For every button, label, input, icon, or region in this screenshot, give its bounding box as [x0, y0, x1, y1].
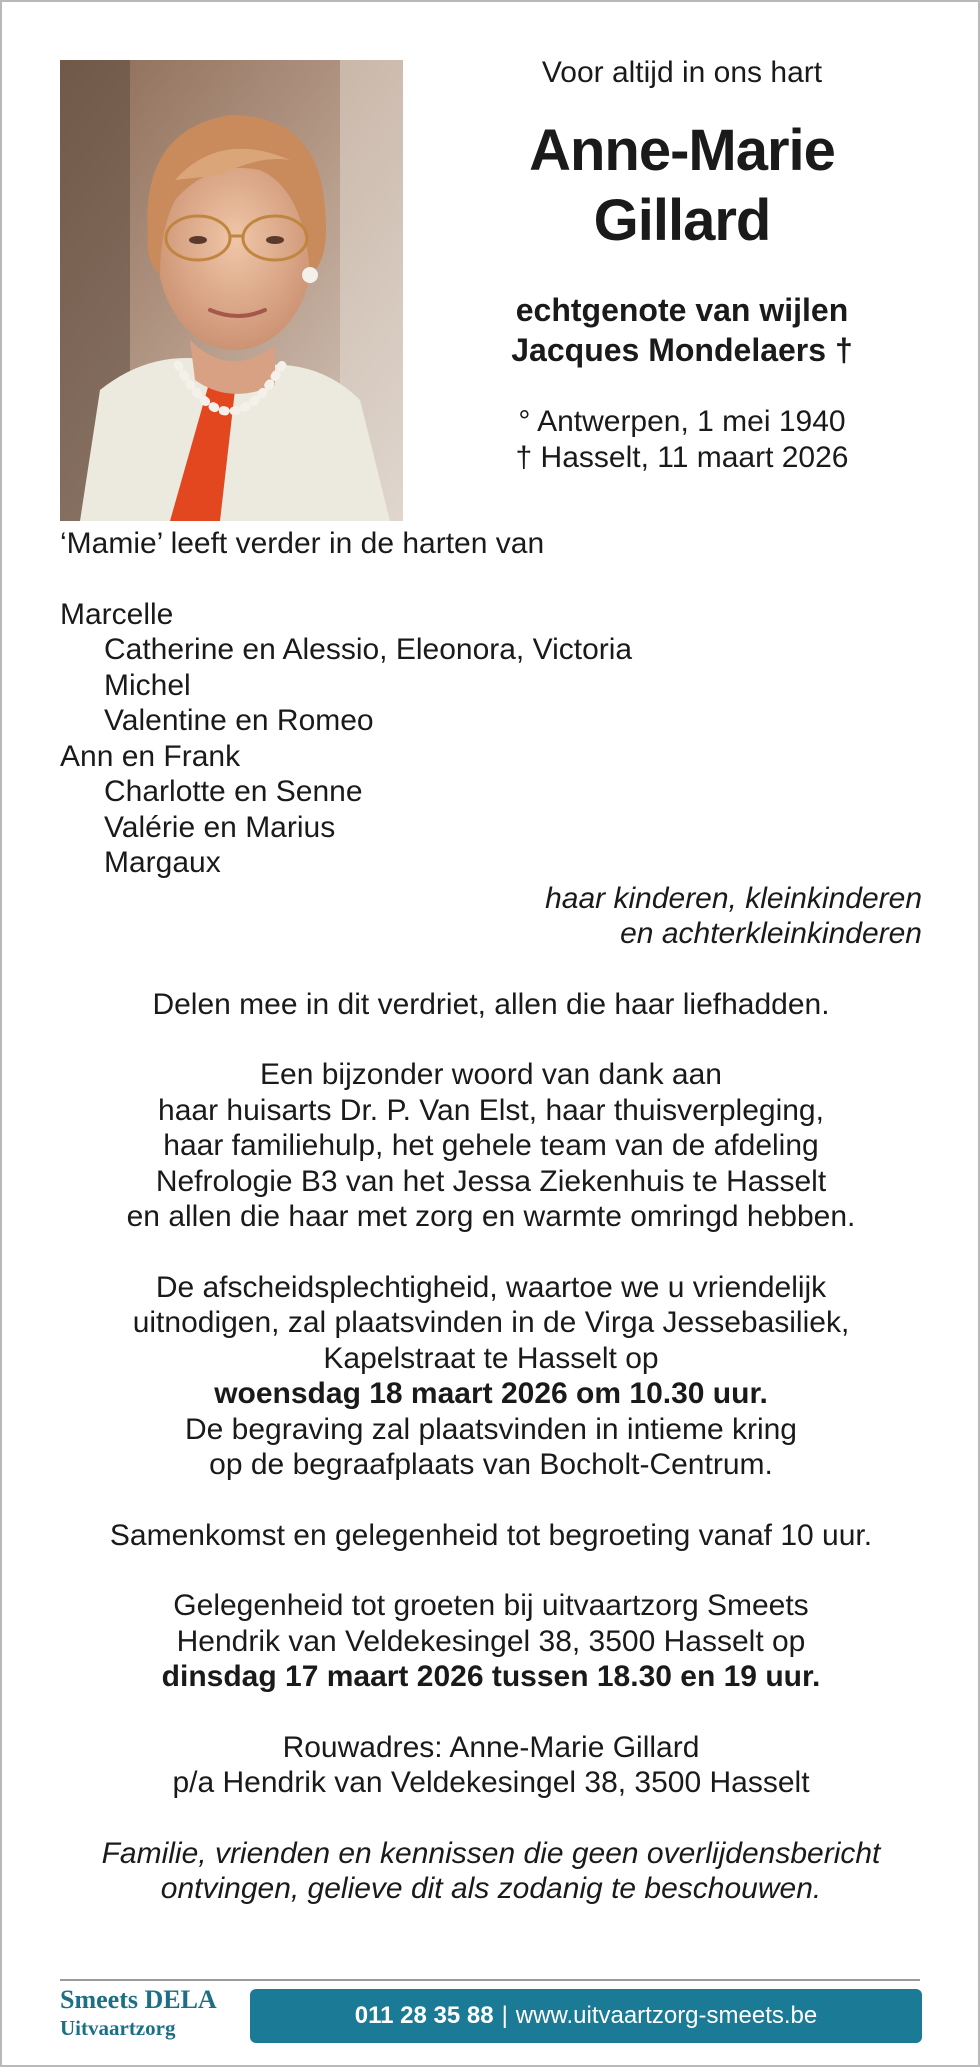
address-line: p/a Hendrik van Veldekesingel 38, 3500 Hasselt [172, 1766, 810, 1799]
family-member: Michel [104, 668, 191, 702]
funeral-home-logo [60, 1985, 260, 2041]
family-member: Marcelle [60, 597, 174, 631]
name-last: Gillard [593, 188, 771, 253]
ceremony-line: uitnodigen, zal plaatsvinden in de Virga Jessebasiliek, [132, 1306, 850, 1339]
ceremony-block [60, 1270, 922, 1483]
ceremony-line: De afscheidsplechtigheid, waartoe we u vriendelijk [155, 1270, 827, 1304]
address-line: Rouwadres: Anne-Marie Gillard [282, 1730, 700, 1764]
ceremony-line: De begraving zal plaatsvinden in intieme kring [184, 1412, 797, 1446]
ceremony-date: woensdag 18 maart 2026 om 10.30 uur. [214, 1377, 768, 1410]
thanks-line: en allen die haar met zorg en warmte omringd hebben. [126, 1200, 856, 1233]
relation-line-1: haar kinderen, kleinkinderen [545, 881, 922, 915]
thanks-line: Een bijzonder woord van dank aan [260, 1058, 722, 1091]
logo-subtitle: Uitvaartzorg [60, 2016, 176, 2040]
logo-name: Smeets DELA [60, 1985, 217, 2014]
family-member: Valérie en Marius [104, 810, 336, 844]
share-line: Delen mee in dit verdriet, allen die haar liefhadden. [152, 987, 830, 1021]
family-member: Ann en Frank [60, 739, 241, 773]
family-member: Charlotte en Senne [104, 775, 363, 808]
contact-bar [250, 1989, 922, 2043]
obituary-body [60, 526, 922, 1907]
birth-date: ° Antwerpen, 1 mei 1940 [518, 405, 846, 438]
spouse-info [432, 290, 932, 370]
visit-date: dinsdag 17 maart 2026 tussen 18.30 en 19 uur. [161, 1660, 821, 1693]
website-link[interactable]: www.uitvaartzorg-smeets.be [515, 2002, 818, 2029]
ceremony-line: Kapelstraat te Hasselt op [323, 1341, 659, 1375]
thanks-line: haar familiehulp, het gehele team van de afdeling [163, 1129, 819, 1162]
life-dates [432, 404, 932, 476]
visit-block [60, 1588, 922, 1695]
contact-separator: | [501, 2002, 508, 2029]
family-list [60, 597, 922, 881]
spouse-line-1: echtgenote van wijlen [515, 292, 849, 328]
relation-line-2: en achterkleinkinderen [620, 917, 922, 950]
deceased-name [432, 116, 932, 256]
visit-line: Hendrik van Veldekesingel 38, 3500 Hasselt op [176, 1624, 806, 1658]
notice-block [60, 1836, 922, 1907]
intro-line: Voor altijd in ons hart [541, 56, 823, 89]
thanks-line: Nefrologie B3 van het Jessa Ziekenhuis te Hasselt [155, 1164, 827, 1198]
portrait-photo [60, 60, 403, 521]
family-member: Valentine en Romeo [104, 704, 374, 737]
phone-number[interactable]: 011 28 35 88 [354, 2002, 494, 2029]
thanks-line: haar huisarts Dr. P. Van Elst, haar thuisverpleging, [158, 1093, 824, 1127]
family-intro: ‘Mamie’ leeft verder in de harten van [60, 527, 545, 560]
family-member: Catherine en Alessio, Eleonora, Victoria [104, 633, 633, 666]
notice-line: Familie, vrienden en kennissen die geen overlijdensbericht [101, 1836, 881, 1870]
gathering-line: Samenkomst en gelegenheid tot begroeting vanaf 10 uur. [109, 1518, 873, 1552]
deceased-header [432, 50, 932, 476]
ceremony-line: op de begraafplaats van Bocholt-Centrum. [209, 1448, 773, 1481]
footer-divider [60, 1979, 920, 1981]
death-date: † Hasselt, 11 maart 2026 [515, 441, 849, 474]
address-block [60, 1730, 922, 1801]
spouse-line-2: Jacques Mondelaers † [511, 332, 853, 368]
name-first: Anne-Marie [529, 118, 835, 183]
portrait-image [60, 60, 403, 521]
family-member: Margaux [104, 846, 221, 879]
thanks-block [60, 1057, 922, 1235]
visit-line: Gelegenheid tot groeten bij uitvaartzorg Smeets [173, 1589, 809, 1622]
notice-line: ontvingen, gelieve dit als zodanig te beschouwen. [160, 1872, 822, 1905]
